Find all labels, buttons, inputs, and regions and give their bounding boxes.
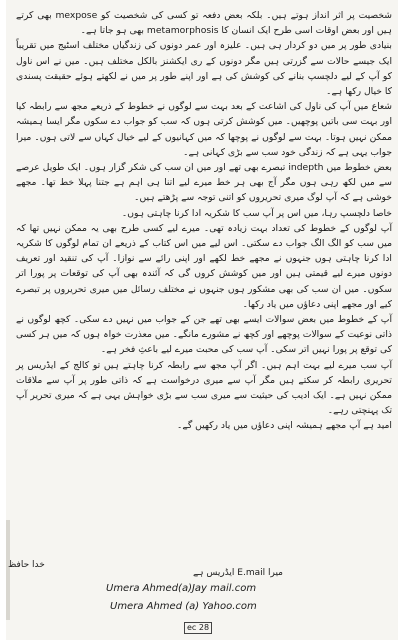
paragraph: شخصیت پر اثر انداز ہوتے ہیں۔ بلکہ بعض دفعہ تو کسی کی شخصیت کو mexpose بھی کرتے ہیں اور بعض اوقات اسی طرح ایک انسان کا metamorphosis بھی ہو جاتا ہے۔ [16,10,392,37]
page-number: ec 28 [184,622,212,634]
paragraph: بنیادی طور پر میں دو کردار ہی ہیں۔ علیزہ اور عمر دونوں کی زندگیاں مختلف اسٹیج میں تقریباً ایک جیسے حالات سے گزرتی ہیں مگر دونوں کے ری ایکشنز بالکل مختلف ہیں۔ میں نے اس ناول کو آپ کے لیے دلچسپ بنانے کی کوشش کی ہے اور اپنے طور پر میں نے لکھتے ہوئے حقیقت پسندی کا خیال رکھا ہے۔ [16,40,392,98]
paragraph: شعاع میں آپ کی ناول کی اشاعت کے بعد بہت سے لوگوں نے خطوط کے ذریعے مجھ سے رابطہ کیا اور بہت سی باتیں پوچھیں۔ میں کوشش کرتی ہوں کہ سب کو جواب دے سکوں مگر ایسا ہمیشہ ممکن نہیں ہوتا۔ بہت سے لوگوں نے پوچھا کہ میں کہانیوں کے لیے خیال کہاں سے لاتی ہوں۔ میرا جواب یہی ہے کہ زندگی خود سب سے بڑی کہانی ہے۔ [16,101,392,158]
document-page [6,0,398,640]
paragraph: آپ کے خطوط میں بعض سوالات ایسے بھی تھے جن کے جواب میں نہیں دے سکی۔ کچھ لوگوں نے ذاتی نوعیت کے سوالات پوچھے اور کچھ نے مشورے مانگے۔ میں معذرت خواہ ہوں کہ میں ہر کسی کی توقع پر پورا نہیں اتر سکی۔ آپ سب کی محبت میرے لیے باعثِ فخر ہے۔ [16,314,392,356]
paragraph: خاصا دلچسپ رہا، میں اس پر آپ سب کا شکریہ ادا کرنا چاہتی ہوں۔ [121,207,392,219]
page-edge-shadow [6,520,10,620]
paragraph: امید ہے آپ مجھے ہمیشہ اپنی دعاؤں میں یاد رکھیں گے۔ [177,420,392,432]
email-address-secondary: Umera Ahmed (a) Yahoo.com [110,601,257,612]
paragraph: بعض خطوط میں indepth تبصرے بھی تھے اور میں ان سب کی شکر گزار ہوں۔ ایک طویل عرصے سے میں لکھ رہی ہوں مگر آج بھی ہر خط میرے لیے اتنا ہی اہم ہے جتنا پہلا خط تھا۔ مجھے خوشی ہے کہ آپ لوگ میری تحریروں کو اتنی توجہ سے پڑھتے ہیں۔ [16,162,392,204]
paragraph: آپ لوگوں کے خطوط کی تعداد بہت زیادہ تھی۔ میرے لیے کسی طرح بھی یہ ممکن نہیں تھا کہ میں سب کو الگ الگ جواب دے سکتی۔ اس لیے میں اس کتاب کے ذریعے ان تمام لوگوں کا شکریہ ادا کرنا چاہتی ہوں جنہوں نے مجھے خط لکھے اور اپنی رائے سے نوازا۔ آپ کی تنقید اور تعریف دونوں میرے لیے قیمتی ہیں اور میں کوشش کروں گی کہ آئندہ بھی آپ کی توقعات پر پورا اتر سکوں۔ میں ان سب کی بھی مشکور ہوں جنہوں نے مختلف رسائل میں میری تحریروں پر تبصرے کیے اور مجھے اپنی دعاؤں میں یاد رکھا۔ [16,222,392,310]
closing-note: خدا حافظ [8,560,45,570]
body-text [16,8,392,434]
email-intro-label: میرا E.mail ایڈریس ہے [192,568,284,578]
paragraph: آپ سب میرے لیے بہت اہم ہیں۔ اگر آپ مجھ سے رابطہ کرنا چاہتے ہیں تو کالج کے ایڈریس پر تحریری رابطہ کر سکتے ہیں مگر آپ سے میری درخواست ہے کہ ذاتی طور پر آپ سے ملاقات ممکن نہیں ہے۔ ایک ادیب کی حیثیت سے میری سب سے بڑی خواہش یہی ہے کہ میری تحریر آپ تک پہنچتی رہے۔ [16,359,392,417]
email-address-primary: Umera Ahmed(a)Jay mail.com [106,583,257,594]
